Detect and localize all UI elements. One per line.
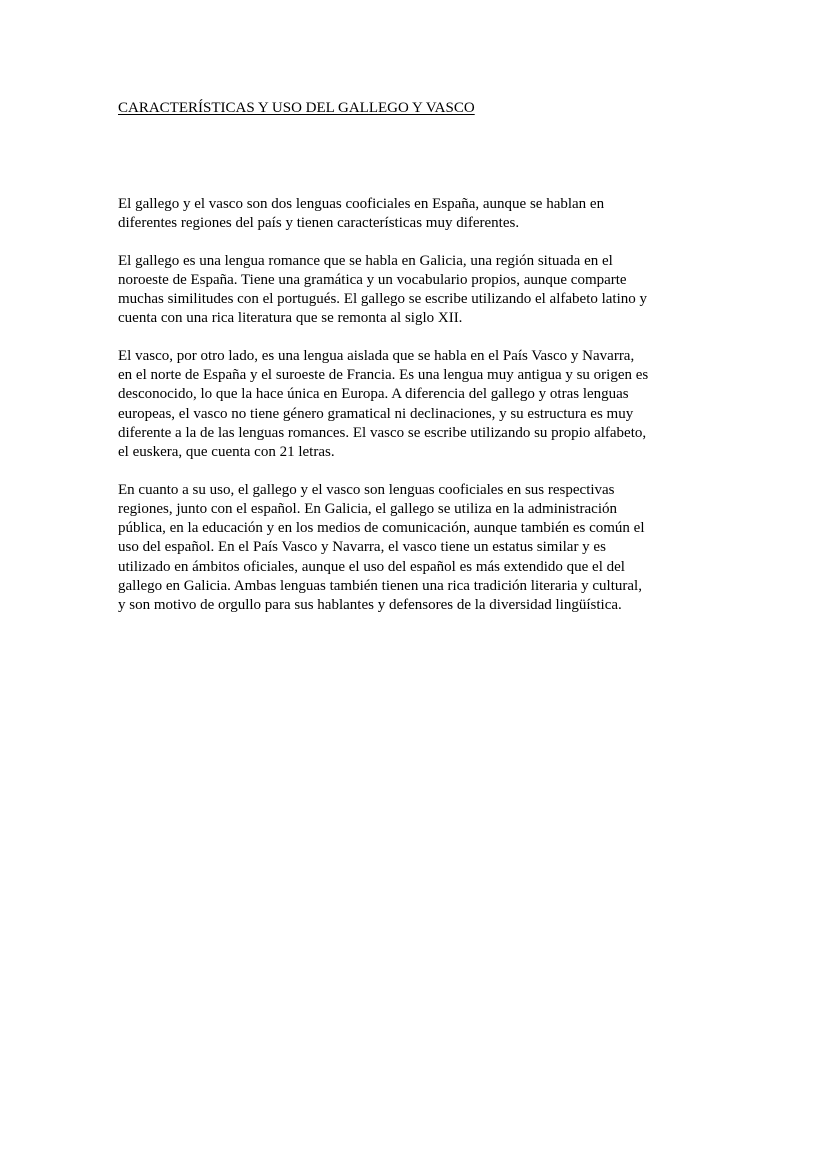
paragraph-line: uso del español. En el País Vasco y Navarra, el vasco tiene un estatus similar y es	[118, 539, 606, 556]
paragraph-line: gallego en Galicia. Ambas lenguas también tienen una rica tradición literaria y cultural,	[118, 578, 642, 595]
paragraph-line: cuenta con una rica literatura que se remonta al siglo XII.	[118, 310, 463, 327]
paragraph-intro	[118, 195, 718, 234]
paragraph-line: El vasco, por otro lado, es una lengua aislada que se habla en el País Vasco y Navarra,	[118, 347, 635, 364]
paragraph-line: El gallego y el vasco son dos lenguas cooficiales en España, aunque se hablan en	[118, 196, 605, 212]
paragraph-line: desconocido, lo que la hace única en Europa. A diferencia del gallego y otras lenguas	[118, 386, 629, 403]
paragraph-vasco	[118, 347, 718, 463]
paragraph-line: utilizado en ámbitos oficiales, aunque el uso del español es más extendido que el del	[118, 558, 625, 575]
paragraph-line: y son motivo de orgullo para sus hablantes y defensores de la diversidad lingüística.	[118, 597, 622, 614]
paragraph-line: diferente a la de las lenguas romances. El vasco se escribe utilizando su propio alfabeto,	[118, 424, 647, 441]
paragraph-line: diferentes regiones del país y tienen características muy diferentes.	[118, 215, 520, 232]
document-title: CARACTERÍSTICAS Y USO DEL GALLEGO Y VASCO	[118, 100, 475, 116]
paragraph-uso	[118, 481, 718, 616]
paragraph-line: el euskera, que cuenta con 21 letras.	[118, 444, 335, 461]
paragraph-gallego	[118, 252, 718, 329]
document-body	[118, 195, 718, 634]
paragraph-line: europeas, el vasco no tiene género gramatical ni declinaciones, y su estructura es muy	[118, 405, 634, 422]
paragraph-line: noroeste de España. Tiene una gramática y un vocabulario propios, aunque comparte	[118, 271, 627, 288]
paragraph-line: El gallego es una lengua romance que se habla en Galicia, una región situada en el	[118, 252, 613, 269]
paragraph-line: muchas similitudes con el portugués. El gallego se escribe utilizando el alfabeto latino y	[118, 291, 648, 308]
paragraph-line: regiones, junto con el español. En Galicia, el gallego se utiliza en la administración	[118, 500, 618, 517]
paragraph-line: En cuanto a su uso, el gallego y el vasco son lenguas cooficiales en sus respectivas	[118, 481, 615, 498]
paragraph-line: pública, en la educación y en los medios de comunicación, aunque también es común el	[118, 520, 645, 537]
paragraph-line: en el norte de España y el suroeste de Francia. Es una lengua muy antigua y su origen es	[118, 367, 649, 384]
